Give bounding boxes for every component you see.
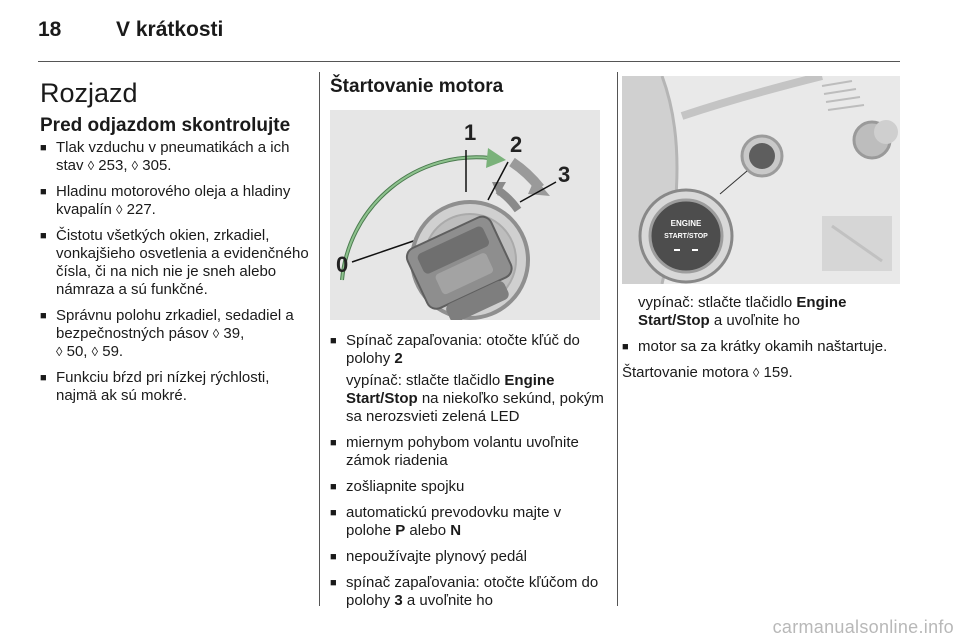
page-header (38, 18, 223, 42)
list-item: ■ automatickú prevodovku majte v polohe P alebo N (330, 504, 605, 540)
page-ref-link[interactable]: 50, (66, 343, 92, 360)
ignition-key-figure (330, 110, 600, 320)
figure-label: 3 (558, 162, 571, 187)
list-item: ■ Hladinu motorového oleja a hladiny kvapalín ◊ 227. (40, 183, 310, 219)
left-column (40, 70, 310, 413)
list-item: ■ spínač zapaľovania: otočte kľúčom do polohy 3 a uvoľnite ho (330, 574, 605, 610)
ref-icon[interactable]: ◊ (116, 202, 123, 217)
start-stop-figure (622, 76, 900, 284)
checklist-title: Pred odjazdom skontrolujte (40, 115, 291, 136)
middle-column (330, 70, 605, 618)
list-item: ■ motor sa za krátky okamih naštartuje. (622, 338, 912, 356)
ref-icon[interactable]: ◊ (131, 158, 139, 173)
page-ref-link[interactable]: 227. (126, 201, 156, 218)
page-ref-link[interactable]: 39, (223, 325, 245, 342)
figure-label: 2 (510, 132, 523, 157)
ref-icon[interactable]: ◊ (87, 158, 95, 173)
engine-start-title: Štartovanie motora (330, 76, 504, 97)
column-divider (319, 72, 320, 606)
cross-reference: Štartovanie motora ◊ 159. (622, 364, 793, 381)
list-item: ■ Tlak vzduchu v pneumatikách a ich stav ◊ 253, ◊ 305. (40, 139, 310, 175)
button-label-engine: ENGINE (670, 219, 702, 228)
right-column (622, 76, 912, 390)
page-ref-link[interactable]: 159. (763, 364, 793, 381)
list-item: ■ miernym pohybom volantu uvoľnite zámok riadenia (330, 434, 605, 470)
list-item: ■ Funkciu bŕzd pri nízkej rýchlosti, najmä ak sú mokré. (40, 369, 310, 405)
list-item: ■ Správnu polohu zrkadiel, sedadiel a bezpečnostných pásov ◊ 39, ◊ 50, ◊ 59. (40, 307, 310, 361)
page-ref-link[interactable]: 253, (98, 157, 132, 174)
page-ref-link[interactable]: 59. (102, 343, 124, 360)
list-item: ■ Čistotu všetkých okien, zrkadiel, vonkajšieho osvetlenia a evidenčného čísla, či na nich nie je sneh alebo námraza a sú funkčné. (40, 227, 310, 299)
list-item: ■ Spínač zapaľovania: otočte kľúč do polohy 2 vypínač: stlačte tlačidlo Engine Start/Stop na niekoľko sekúnd, pokým sa nerozsvieti zelená LED (330, 332, 605, 426)
start-steps (330, 332, 605, 610)
button-label-start-stop: START/STOP (664, 233, 708, 240)
ref-icon[interactable]: ◊ (91, 344, 99, 359)
section-title: Rozjazd (40, 78, 138, 108)
ref-icon[interactable]: ◊ (56, 344, 63, 359)
page-ref-link[interactable]: 305. (142, 157, 172, 174)
column-divider (617, 72, 618, 606)
ref-icon[interactable]: ◊ (212, 326, 220, 341)
figure-label: 0 (336, 252, 349, 277)
post-start-list (622, 338, 912, 356)
header-rule (38, 61, 900, 62)
list-item: ■ zošliapnite spojku (330, 478, 605, 496)
ref-icon[interactable]: ◊ (752, 365, 760, 380)
watermark: carmanualsonline.info (772, 617, 954, 637)
list-item: ■ nepoužívajte plynový pedál (330, 548, 605, 566)
page-number: 18 (38, 18, 62, 41)
figure-label: 1 (464, 120, 477, 145)
checklist (40, 139, 310, 405)
page-header-title: V krátkosti (116, 18, 224, 41)
start-note: vypínač: stlačte tlačidlo Engine Start/Stop na niekoľko sekúnd, pokým sa nerozsvieti zelená LED (346, 372, 604, 425)
stop-note: vypínač: stlačte tlačidlo Engine Start/Stop a uvoľnite ho (638, 294, 847, 329)
